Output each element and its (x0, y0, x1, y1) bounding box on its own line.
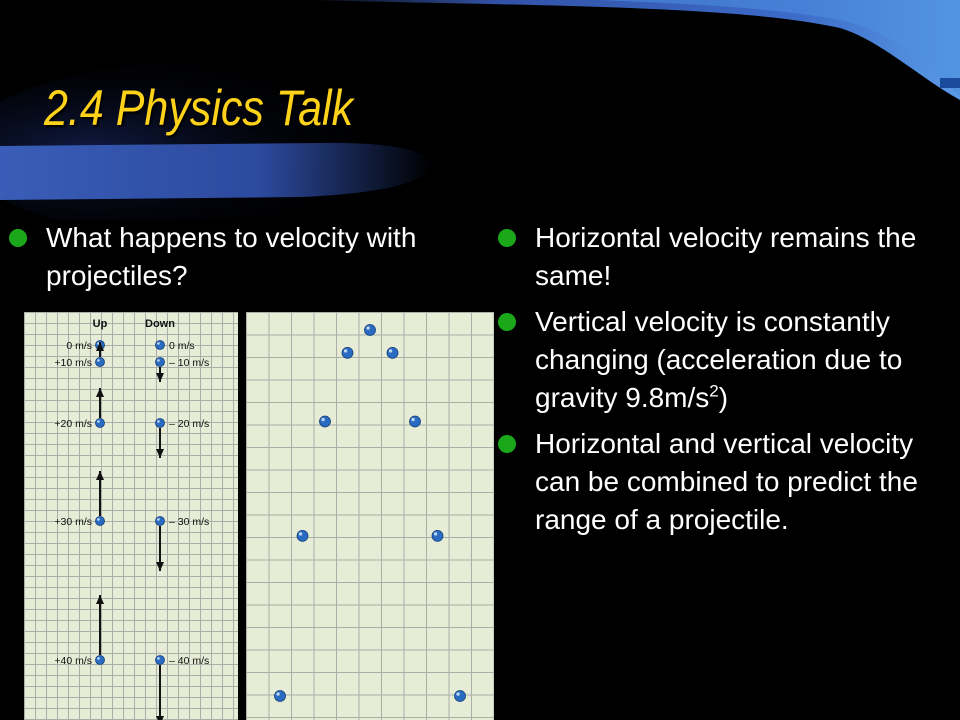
ball-marker (342, 347, 353, 358)
ball-marker (387, 347, 398, 358)
right-bullet-list (497, 219, 947, 547)
ball-highlight (157, 342, 160, 345)
ball-marker (156, 419, 165, 428)
bullet-item (8, 219, 478, 295)
ball-marker (410, 416, 421, 427)
bullet-dot-icon (9, 229, 27, 247)
bullet-dot-icon (498, 435, 516, 453)
bullet-text-end: ) (718, 382, 729, 413)
ball-highlight (97, 420, 100, 423)
bullet-text: Horizontal velocity remains the same! (535, 222, 917, 291)
ball-highlight (434, 532, 437, 535)
down-velocity-label: – 40 m/s (169, 655, 210, 667)
ball-marker (455, 691, 466, 702)
ball-marker (96, 358, 105, 367)
bullet-text: Vertical velocity is constantly changing (acceleration due to gravity 9.8m/s (535, 306, 903, 413)
ball-marker (320, 416, 331, 427)
bullet-dot-icon (498, 313, 516, 331)
ball-highlight (411, 418, 414, 421)
ball-highlight (97, 657, 100, 660)
ball-highlight (97, 359, 100, 362)
up-velocity-label: +20 m/s (54, 418, 92, 430)
bullet-text: What happens to velocity with projectiles? (46, 222, 417, 291)
projectile-trajectory-diagram (246, 312, 494, 720)
ball-marker (432, 530, 443, 541)
ball-marker (96, 517, 105, 526)
ball-highlight (157, 518, 160, 521)
down-velocity-label: – 10 m/s (169, 357, 210, 369)
down-heading: Down (145, 318, 175, 330)
ball-highlight (321, 418, 324, 421)
vertical-motion-diagram (24, 312, 238, 720)
ball-marker (156, 517, 165, 526)
left-bullet-list (8, 219, 478, 303)
ball-marker (275, 691, 286, 702)
vertical-motion-svg (24, 312, 238, 720)
ball-highlight (157, 420, 160, 423)
ball-marker (96, 656, 105, 665)
ball-highlight (299, 532, 302, 535)
up-velocity-label: 0 m/s (66, 340, 92, 352)
bullet-item (497, 425, 947, 539)
up-heading: Up (92, 318, 108, 330)
bullet-dot-icon (498, 229, 516, 247)
up-velocity-label: +40 m/s (54, 655, 92, 667)
ball-highlight (456, 692, 459, 695)
bullet-superscript: 2 (709, 381, 719, 401)
ball-highlight (276, 692, 279, 695)
trajectory-svg (246, 312, 494, 720)
bullet-item (497, 219, 947, 295)
ball-highlight (157, 359, 160, 362)
slide-title: 2.4 Physics Talk (44, 80, 354, 136)
ball-highlight (344, 349, 347, 352)
ball-highlight (366, 326, 369, 329)
ball-marker (297, 530, 308, 541)
ball-marker (156, 656, 165, 665)
ball-highlight (157, 657, 160, 660)
ball-marker (156, 341, 165, 350)
up-velocity-label: +30 m/s (54, 516, 92, 528)
ball-marker (365, 325, 376, 336)
bullet-text: Horizontal and vertical velocity can be combined to predict the range of a projectile. (535, 428, 918, 535)
ball-highlight (97, 518, 100, 521)
grid-background (246, 312, 494, 720)
ball-highlight (389, 349, 392, 352)
bullet-item (497, 303, 947, 417)
ball-marker (96, 419, 105, 428)
ball-marker (156, 358, 165, 367)
down-velocity-label: – 30 m/s (169, 516, 210, 528)
down-velocity-label: 0 m/s (169, 340, 195, 352)
up-velocity-label: +10 m/s (54, 357, 92, 369)
down-velocity-label: – 20 m/s (169, 418, 210, 430)
